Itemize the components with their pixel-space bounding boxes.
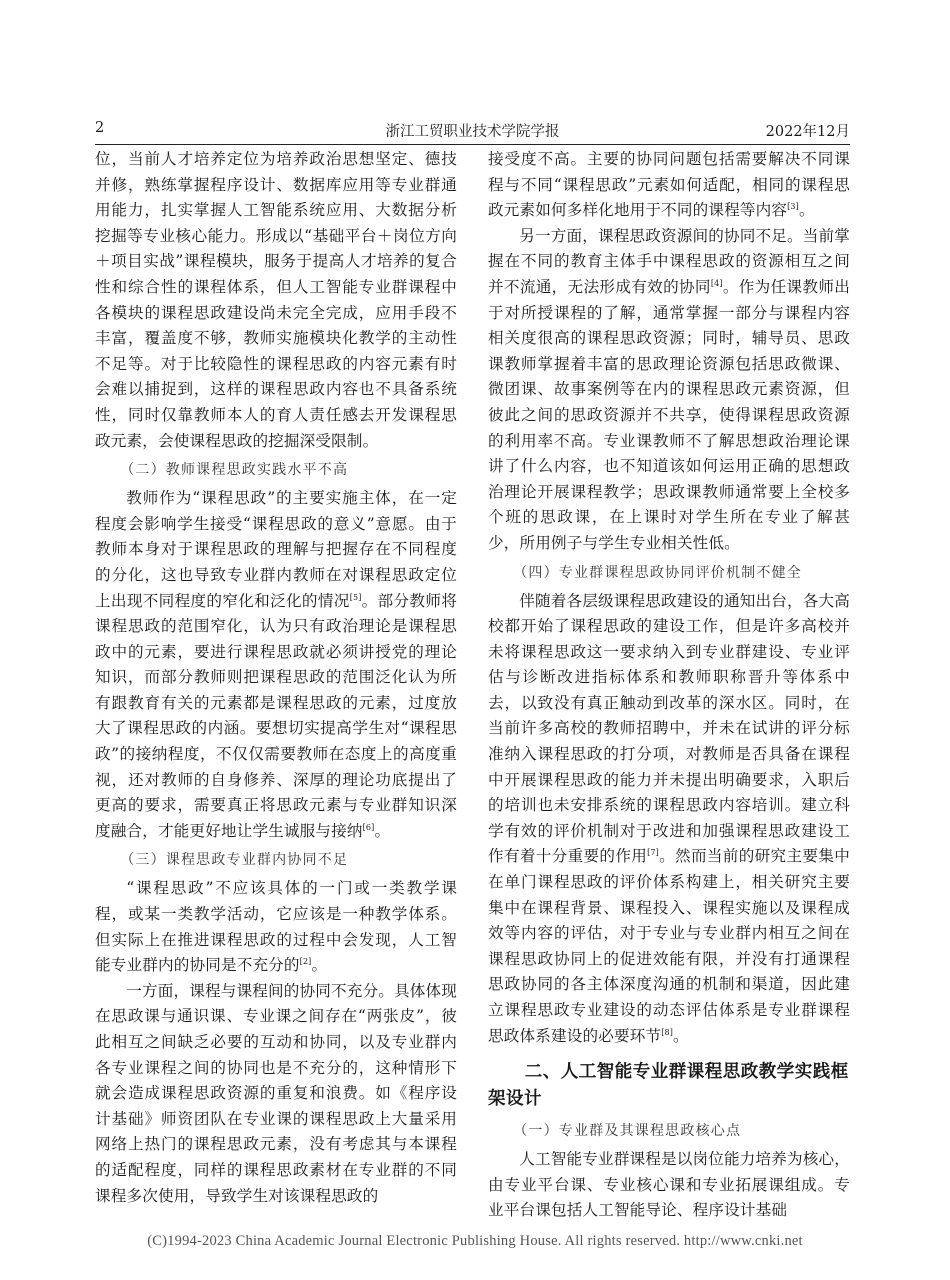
paragraph: 位，当前人才培养定位为培养政治思想坚定、德技并修，熟练掌握程序设计、数据库应用等专业群通用能力，扎实掌握人工智能系统应用、大数据分析挖掘等专业核心能力。形成以“基础平台＋岗位方向＋项目实战”课程模块，服务于提高人才培养的复合性和综合性的课程体系，但人工智能专业群课程中各模块的课程思政建设尚未完全完成，应用手段不丰富，覆盖度不够，教师实施模块化教学的主动性不足等。对于比较隐性的课程思政的内容元素有时会难以捕捉到，这样的课程思政内容也不具备系统性，同时仅靠教师本人的育人责任感去开发课程思政元素，会使课程思政的挖掘深受限制。 [95, 150, 457, 450]
citation-ref[interactable]: [8] [661, 1027, 673, 1037]
paragraph: 一方面，课程与课程间的协同不充分。具体体现在思政课与通识课、专业课之间存在“两张皮”，彼此相互之间缺乏必要的互动和协同，以及专业群内各专业课程之间的协同也是不充分的，这种情形下就会造成课程思政资源的重复和浪费。如《程序设计基础》师资团队在专业课的课程思政上大量采用网络上热门的课程思政元素，没有考虑其与本课程的适配程度，同样的课程思政素材在专业群的不同课程多次使用，导致学生对该课程思政的 [95, 981, 457, 1205]
section-title: 二、人工智能专业群课程思政教学实践框架设计 [488, 1062, 849, 1110]
subheading: （一）专业群及其课程思政核心点 [513, 1123, 742, 1140]
paragraph: 伴随着各层级课程思政建设的通知出台，各大高校都开始了课程思政的建设工作，但是许多高校并未将课程思政这一要求纳入到专业群建设、专业评估与诊断改进指标体系和教师职称晋升等体系中去，以致没有真正触动到改革的深水区。同时，在当前许多高校的教师招聘中，并未在试讲的评分标准纳入课程思政的打分项，对教师是否具备在课程中开展课程思政的能力并未提出明确要求，入职后的培训也未安排系统的课程思政内容培训。建立科学有效的评价机制对于改进和加强课程思政建设工作有着十分重要的作用[7]。然而当前的研究主要集中在单门课程思政的评价体系构建上，相关研究主要集中在课程背景、课程投入、课程实施以及课程成效等内容的评估，对于专业与专业群内相互之间在课程思政协同上的促进效能有限，并没有打通课程思政协同的各主体深度沟通的机制和渠道，因此建立课程思政专业建设的动态评估体系是专业群课程思政体系建设的必要环节[8]。 [488, 591, 850, 1045]
issue-date: 2022年12月 [765, 124, 850, 140]
paragraph: 教师作为“课程思政”的主要实施主体，在一定程度会影响学生接受“课程思政的意义”意愿。由于教师本身对于课程思政的理解与把握存在不同程度的分化，这也导致专业群内教师在对课程思政定位上出现不同程度的窄化和泛化的情况[5]。部分教师将课程思政的范围窄化，认为只有政治理论是课程思政中的元素，要进行课程思政就必须讲授党的理论知识，而部分教师则把课程思政的范围泛化认为所有跟教育有关的元素都是课程思政的元素，过度放大了课程思政的内涵。要想切实提高学生对“课程思政”的接纳程度，不仅仅需要教师在态度上的高度重视，还对教师的自身修养、深厚的理论功底提出了更高的要求，需要真正将思政元素与专业群知识深度融合，才能更好地让学生诚服与接纳[6]。 [95, 489, 457, 840]
subheading: （二）教师课程思政实践水平不高 [120, 462, 349, 479]
citation-ref[interactable]: [4] [710, 278, 723, 288]
citation-ref[interactable]: [3] [787, 202, 799, 211]
citation-ref[interactable]: [7] [647, 848, 659, 858]
subheading: （三）课程思政专业群内协同不足 [120, 852, 349, 869]
page-number: 2 [95, 120, 105, 136]
page-header [95, 120, 850, 145]
journal-title: 浙江工贸职业技术学院学报 [385, 124, 560, 140]
citation-ref[interactable]: [2] [299, 957, 312, 967]
right-column [488, 147, 850, 1224]
citation-ref[interactable]: [6] [362, 822, 375, 832]
paragraph: 人工智能专业群课程是以岗位能力培养为核心，由专业平台课、专业核心课和专业拓展课组成。专业平台课包括人工智能导论、程序设计基础 [488, 1150, 850, 1220]
left-column [95, 147, 457, 1209]
copyright-footer: (C)1994-2023 China Academic Journal Electronic Publishing House. All rights reserved. http://www.cnki.net [147, 1233, 803, 1249]
paragraph: 接受度不高。主要的协同问题包括需要解决不同课程与不同“课程思政”元素如何适配，相同的课程思政元素如何多样化地用于不同的课程等内容[3]。 [488, 150, 850, 220]
paragraph: 另一方面，课程思政资源间的协同不足。当前掌握在不同的教育主体手中课程思政的资源相互之间并不流通，无法形成有效的协同[4]。作为任课教师出于对所授课程的了解，通常掌握一部分与课程内容相关度很高的课程思政资源；同时，辅导员、思政课教师掌握着丰富的思政理论资源包括思政微课、微团课、故事案例等在内的课程思政元素资源，但彼此之间的思政资源并不共享，使得课程思政资源的利用率不高。专业课教师不了解思想政治理论课讲了什么内容，也不知道该如何运用正确的思想政治理论开展课程教学；思政课教师通常要上全校多个班的思政课，在上课时对学生所在专业了解甚少，所用例子与学生专业相关性低。 [488, 226, 850, 552]
subheading: （四）专业群课程思政协同评价机制不健全 [513, 564, 802, 581]
citation-ref[interactable]: [5] [349, 592, 362, 602]
paragraph: “课程思政”不应该具体的一门或一类教学课程，或某一类教学活动，它应该是一种教学体系。但实际上在推进课程思政的过程中会发现，人工智能专业群内的协同是不充分的[2]。 [95, 879, 457, 975]
